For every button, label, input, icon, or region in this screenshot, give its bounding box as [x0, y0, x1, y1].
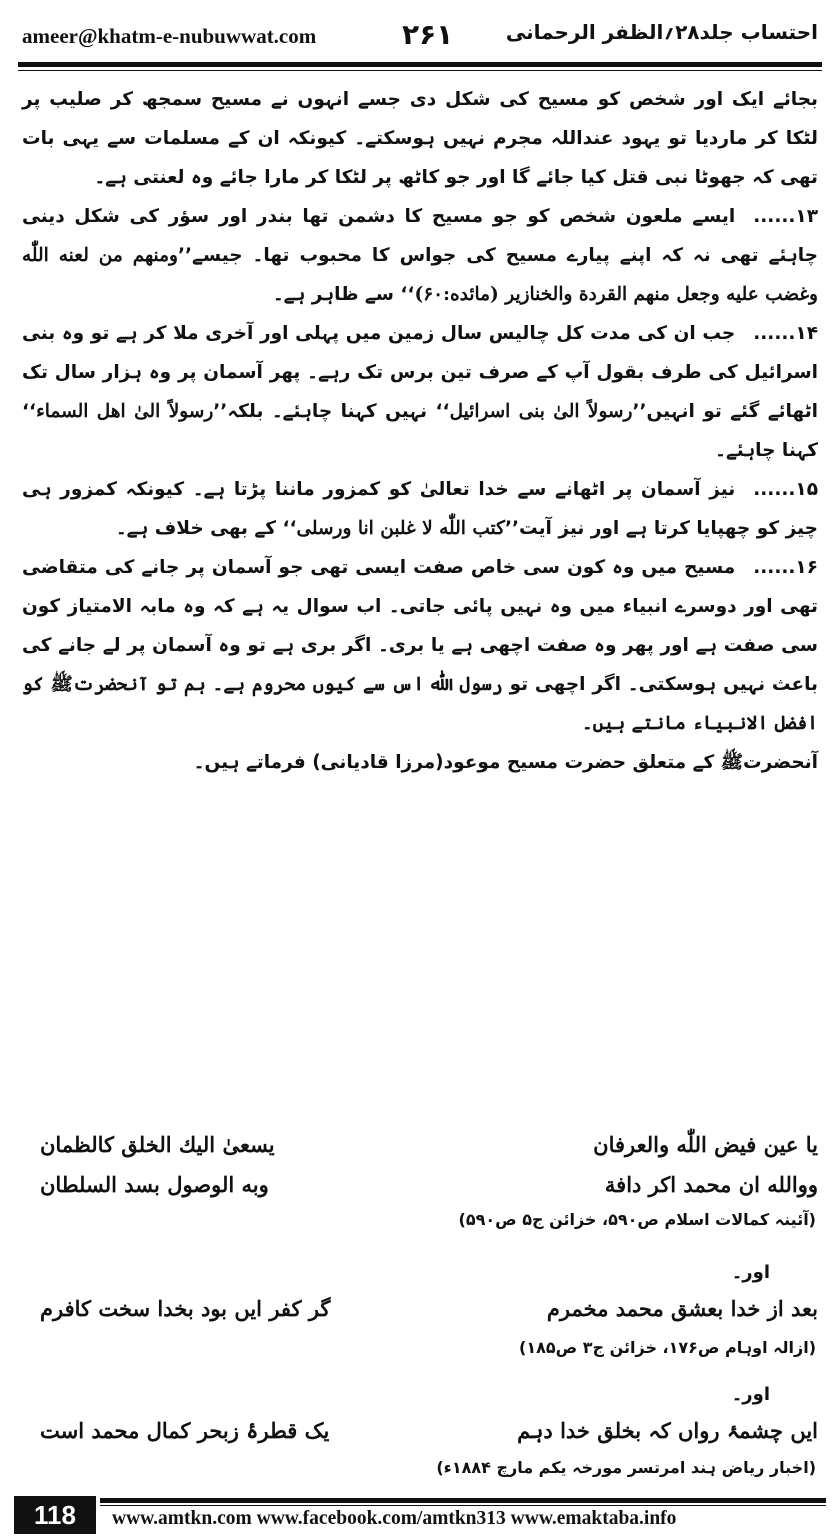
page-footer — [0, 1494, 840, 1540]
paragraph-text: ایسے ملعون شخص کو جو مسیح کا دشمن تھا بندر اور سؤر کی شکل دینی چاہئے تھی نہ کہ اپنے پیارے مسیح کی جواس کا محبوب تھا۔ جیسے’’ — [22, 206, 818, 266]
point-number: ۱۵...... — [753, 479, 818, 500]
arabic-quote: کتب اللّٰه لا غلبن انا ورسلی — [296, 518, 505, 539]
header-email: ameer@khatm-e-nubuwwat.com — [22, 24, 317, 48]
paragraph-15 — [22, 470, 818, 548]
conjunction-aur-2: اور۔ — [731, 1384, 770, 1405]
paragraph-16 — [22, 548, 818, 743]
verse-hemistich-right: یا عین فیض اللّٰه والعرفان — [593, 1132, 818, 1157]
arabic-quote: رسولاً الیٰ بنی اسرائیل — [449, 401, 633, 422]
paragraph-text: ‘‘ نہیں کہنا چاہئے۔ بلکہ’’ — [213, 401, 450, 422]
footer-page-number: 118 — [14, 1496, 96, 1534]
paragraph-text: نیز آسمان پر اٹھانے سے خدا تعالیٰ کو کمزور ماننا پڑتا ہے۔ کیونکہ کمزور ہی چیز کو چھپایا کرتا ہے اور نیز آیت’’ — [22, 479, 818, 539]
verse-hemistich-right: بعد از خدا بعشق محمد مخمرم — [546, 1296, 818, 1321]
verse-line-2 — [40, 1172, 818, 1202]
citation-1: (آئینہ کمالات اسلام ص۵۹۰، خزائن ج۵ ص۵۹۰) — [458, 1210, 816, 1229]
point-number: ۱۶...... — [753, 557, 818, 578]
arabic-quote: ومنهم من لعنه اللّٰه وغضب عليه وجعل منهم القردة والخنازير (مائده:۶۰) — [22, 245, 818, 305]
verse-hemistich-right: ایں چشمۂ رواں کہ بخلق خدا دہم — [517, 1418, 818, 1443]
verse-hemistich-left: گر کفر ایں بود بخدا سخت کافرم — [40, 1296, 331, 1321]
header-title: احتساب جلد۲۸؍الظفر الرحمانی — [505, 20, 818, 44]
footer-rule — [100, 1498, 826, 1503]
paragraph-13 — [22, 197, 818, 314]
paragraph-text: جب ان کی مدت کل چالیس سال زمین میں پہلی اور آخری ملا کر ہے تو وہ بنی اسرائیل کی طرف بقول آپ کے صرف تین برس تک رہے۔ پھر آسمان پر وہ ہزار سال تک اٹھائے گئے تو انہیں’’ — [22, 323, 819, 422]
verse-line-3 — [40, 1296, 818, 1326]
citation-3: (اخبار ریاض ہند امرتسر مورخہ یکم مارچ ۱۸۸۴ء) — [436, 1458, 816, 1477]
paragraph-text: ‘‘ کے بھی خلاف ہے۔ — [115, 518, 297, 539]
header-rule-thin — [18, 70, 822, 71]
verse-line-1 — [40, 1132, 818, 1162]
footer-rule-thin — [100, 1505, 826, 1506]
paragraph-text: ‘‘ سے ظاہر ہے۔ — [272, 284, 415, 305]
arabic-quote: رسول اللّٰه اس سے کیوں محروم ہے۔ ہم تو آنحضرتﷺ کو افضل الانبیاء مانتے ہیں۔ — [22, 674, 818, 734]
citation-2: (ازالہ اوہام ص۱۷۶، خزائن ج۳ ص۱۸۵) — [519, 1338, 816, 1357]
point-number: ۱۴...... — [753, 323, 818, 344]
paragraph-14 — [22, 314, 818, 470]
verse-hemistich-left: وبه الوصول بسد السلطان — [40, 1172, 269, 1197]
verse-line-4 — [40, 1418, 818, 1448]
page-header — [22, 18, 818, 58]
paragraph-intro-verse: آنحضرتﷺ کے متعلق حضرت مسیح موعود(مرزا قادیانی) فرماتے ہیں۔ — [193, 752, 818, 773]
arabic-quote: رسولاً الیٰ اهل السماء — [36, 401, 214, 422]
paragraph-text: ‘‘ کہنا چاہئے۔ — [22, 401, 818, 461]
verse-hemistich-left: یک قطرۂ زبحر کمال محمد است — [40, 1418, 330, 1443]
conjunction-aur-1: اور۔ — [731, 1262, 770, 1283]
verse-hemistich-left: یسعیٰ الیك الخلق كالظمان — [40, 1132, 275, 1157]
verse-hemistich-right: ووالله ان محمد اكر دافة — [604, 1172, 818, 1197]
body-text — [22, 80, 818, 782]
header-rule — [18, 62, 822, 67]
paragraph-1: بجائے ایک اور شخص کو مسیح کی شکل دی جسے انہوں نے مسیح سمجھ کر صلیب پر لٹکا کر ماردیا تو یہود عنداللہ مجرم نہیں ہوسکتے۔ کیونکہ ان کے مسلمات سے یہی بات تھی کہ جھوٹا نبی قتل کیا جائے گا اور جو کاٹھ پر لٹکا کر مارا جائے وہ لعنتی ہے۔ — [22, 89, 818, 188]
paragraph-text: مسیح میں وہ کون سی خاص صفت ایسی تھی جو آسمان پر جانے کی متقاضی تھی اور دوسرے انبیاء میں وہ نہیں پائی جاتی۔ اب سوال یہ ہے کہ وہ مابہ الامتیاز کون سی صفت ہے اور پھر وہ صفت اچھی ہے یا بری۔ اگر بری ہے تو وہ آسمان پر لے جانے کی باعث نہیں ہوسکتی۔ اگر اچھی تو — [22, 557, 818, 695]
footer-links: www.amtkn.com www.facebook.com/amtkn313 www.emaktaba.info — [112, 1508, 677, 1529]
header-page-number: ۲۶۱ — [402, 18, 454, 51]
point-number: ۱۳...... — [753, 206, 818, 227]
